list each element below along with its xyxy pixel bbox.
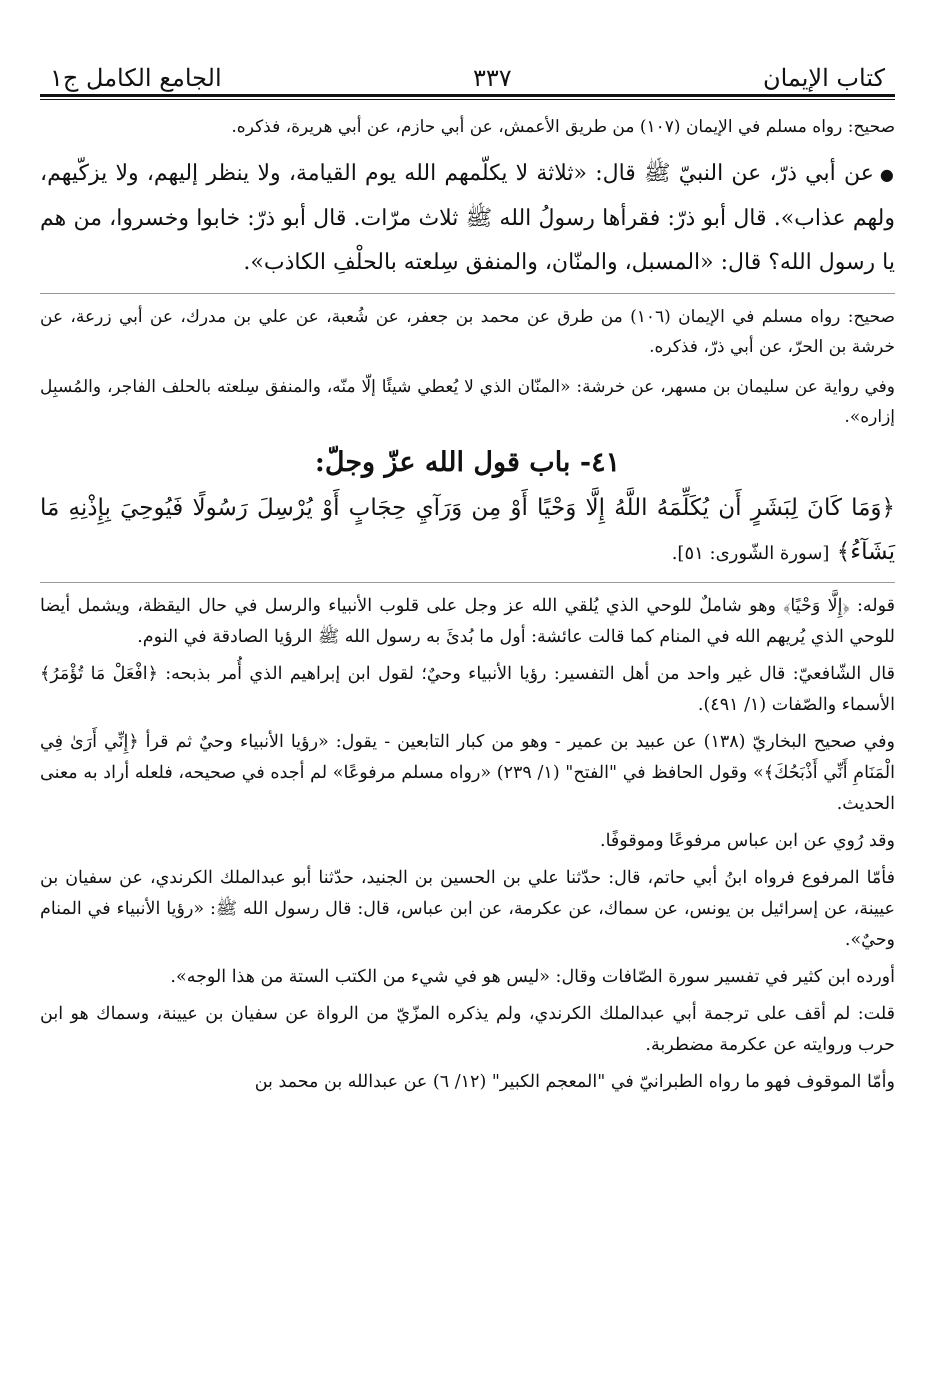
page-number: ٣٣٧ [472, 64, 512, 92]
section-heading: ٤١- باب قول الله عزّ وجلّ: [314, 447, 621, 478]
bullet-icon: ● [879, 165, 895, 184]
commentary-paragraph: وأمّا الموقوف فهو ما رواه الطبرانيّ في "المعجم الكبير" (١٢/ ٦) عن عبدالله بن محمد بن [254, 1072, 895, 1092]
commentary-paragraph: أورده ابن كثير في تفسير سورة الصّافات وقال: «ليس هو في شيء من الكتب الستة من هذا الوجه». [170, 967, 895, 987]
page-content [40, 112, 895, 1098]
narration-variant: وفي رواية عن سليمان بن مسهر، عن خرشة: «المنّان الذي لا يُعطي شيئًا إلّا منّه، والمنفق سِلعته بالحلف الفاجر، والمُسبِل إزاره». [40, 377, 895, 427]
commentary-paragraph: وفي صحيح البخاريّ (١٣٨) عن عبيد بن عمير - وهو من كبار التابعين - يقول: «رؤيا الأنبياء وحيٌ ثم قرأ ﴿إِنِّي أَرَىٰ فِي الْمَنَامِ أَنِّي أَذْبَحُكَ﴾» وقول الحافظ في "الفتح" (١/ ٢٣٩) «رواه مسلم مرفوعًا» لم أجده في صحيحه، فلعله أراد به معنى الحديث. [40, 732, 895, 814]
running-header [40, 50, 895, 92]
quran-verse [40, 486, 895, 576]
divider [40, 582, 895, 583]
commentary-paragraph: قال الشّافعيّ: قال غير واحد من أهل التفسير: رؤيا الأنبياء وحيٌ؛ لقول ابن إبراهيم الذي أُمر بذبحه: ﴿افْعَلْ مَا تُؤْمَرُ﴾ الأسماء والصّفات (١/ ٤٩١). [40, 664, 895, 715]
hadith-text [40, 152, 895, 285]
source-note: صحيح: رواه مسلم في الإيمان (١٠٧) من طريق الأعمش، عن أبي حازم، عن أبي هريرة، فذكره. [231, 117, 895, 137]
commentary-paragraph: وقد رُوي عن ابن عباس مرفوعًا وموقوفًا. [600, 831, 895, 851]
header-rule-thin [40, 99, 895, 100]
verse-text: ﴿وَمَا كَانَ لِبَشَرٍ أَن يُكَلِّمَهُ اللَّهُ إِلَّا وَحْيًا أَوْ مِن وَرَآيِ حِجَابٍ أَوْ يُرْسِلَ رَسُولًا فَيُوحِيَ بِإِذْنِهِ مَا يَشَآءُ﴾ [40, 495, 895, 565]
chapter-title: كتاب الإيمان [762, 64, 885, 92]
commentary-paragraph: قلت: لم أقف على ترجمة أبي عبدالملك الكرندي، ولم يذكره المزّيّ من الرواة عن سفيان بن عيينة، وسماك هو ابن حرب وروايته عن عكرمة مضطربة. [40, 1004, 895, 1055]
source-note: صحيح: رواه مسلم في الإيمان (١٠٦) من طرق عن محمد بن جعفر، عن شُعبة، عن علي بن مدرك، عن أبي زرعة، عن خرشة بن الحرّ، عن أبي ذرّ، فذكره. [40, 307, 895, 357]
commentary-paragraph: قوله: ﴿إِلَّا وَحْيًا﴾ وهو شاملٌ للوحي الذي يُلقي الله عز وجل على قلوب الأنبياء والرسل في حال اليقظة، ويشمل أيضا للوحي الذي يُريهم الله في المنام كما قالت عائشة: أول ما بُدئَ به رسول الله ﷺ الرؤيا الصادقة في النوم. [40, 596, 895, 647]
verse-reference: [سورة الشّورى: ٥١]. [671, 543, 830, 564]
hadith-body: عن أبي ذرّ، عن النبيّ ﷺ قال: «ثلاثة لا يكلّمهم الله يوم القيامة، ولا ينظر إليهم، ولا يزكّيهم، ولهم عذاب». قال أبو ذرّ: فقرأها رسولُ الله ﷺ ثلاث مرّات. قال أبو ذرّ: خابوا وخسروا، من هم يا رسول الله؟ قال: «المسبل، والمنّان، والمنفق سِلعته بالحلْفِ الكاذب». [40, 161, 895, 275]
book-title: الجامع الكامل ج١ [50, 64, 222, 92]
commentary-paragraph: فأمّا المرفوع فرواه ابنُ أبي حاتم، قال: حدّثنا علي بن الحسين بن الجنيد، حدّثنا أبو عبدالملك الكرندي، عن سفيان بن عيينة، عن إسرائيل بن يونس، عن سماك، عن عكرمة، عن ابن عباس، قال: قال رسول الله ﷺ: «رؤيا الأنبياء في المنام وحيٌ». [40, 868, 895, 950]
book-page [40, 50, 895, 1343]
divider [40, 293, 895, 294]
header-rule [40, 94, 895, 97]
